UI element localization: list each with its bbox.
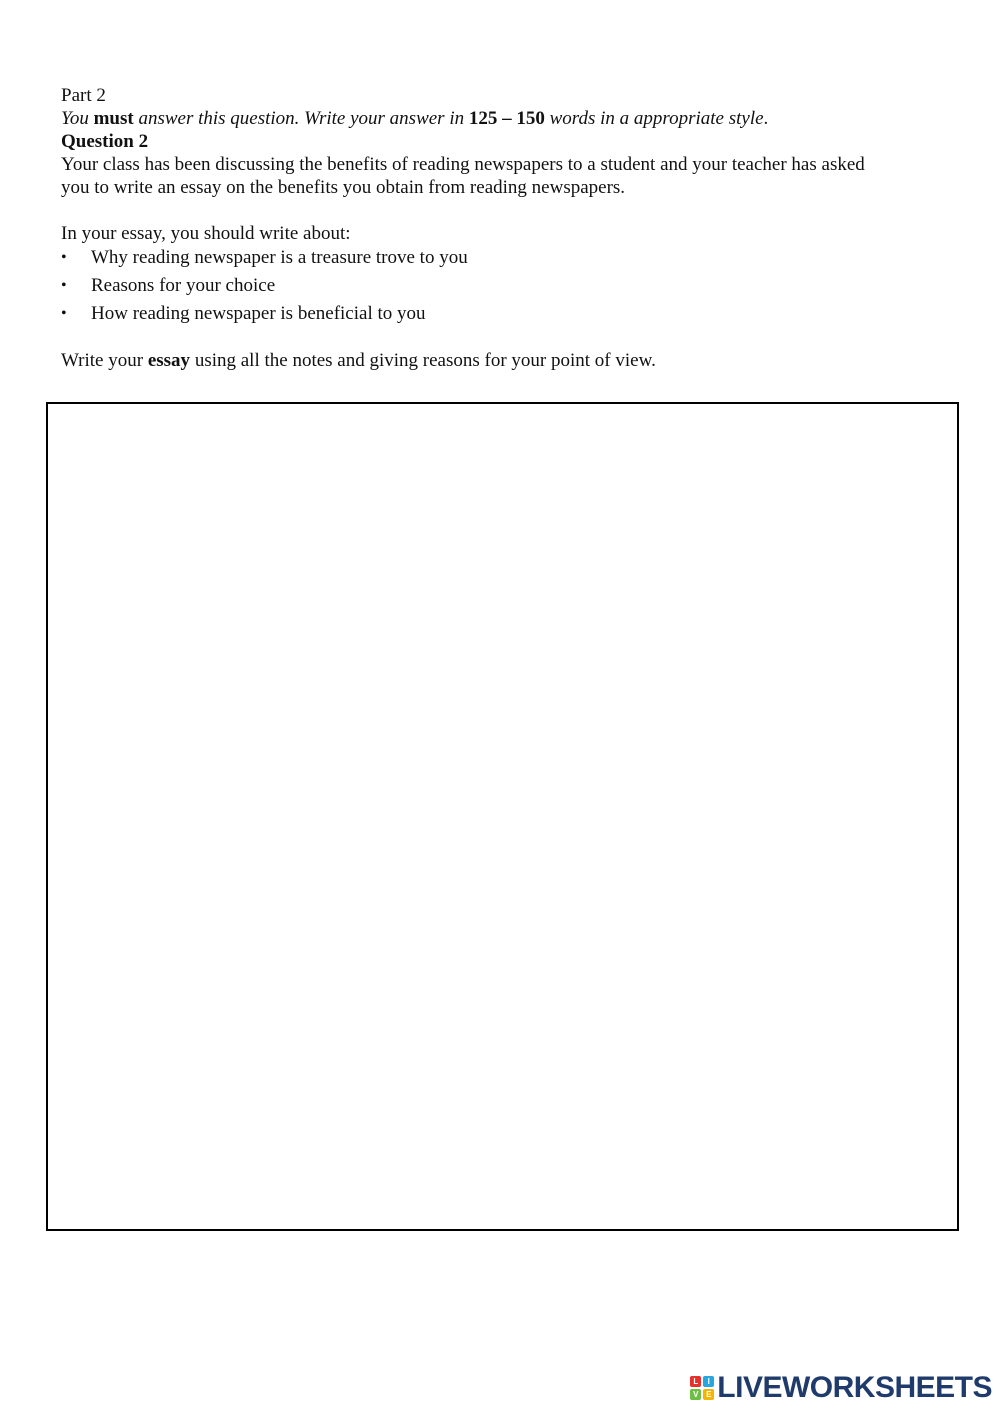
bullet-icon: • <box>61 277 67 294</box>
essay-answer-box[interactable] <box>46 402 959 1231</box>
bullet-icon: • <box>61 305 67 322</box>
notes-list <box>61 245 941 329</box>
instruction-must: must <box>93 108 134 129</box>
logo-tile: L <box>690 1376 701 1387</box>
instruction-suffix: words in a appropriate style <box>544 108 764 129</box>
liveworksheets-logo <box>690 1371 992 1405</box>
logo-tile: I <box>703 1376 714 1387</box>
prompt-line-2: you to write an essay on the benefits you obtain from reading newspapers. <box>61 177 626 198</box>
logo-icon <box>690 1376 714 1400</box>
logo-text: LIVEWORKSHEETS <box>717 1371 992 1404</box>
notes-intro: In your essay, you should write about: <box>61 223 351 244</box>
note-text: How reading newspaper is beneficial to you <box>91 303 426 324</box>
note-item <box>61 301 941 329</box>
part-label: Part 2 <box>61 85 106 106</box>
prompt-line-1: Your class has been discussing the benefits of reading newspapers to a student and your teacher has asked <box>61 154 865 175</box>
closing-suffix: using all the notes and giving reasons for your point of view. <box>190 350 656 371</box>
closing-line <box>61 349 941 372</box>
bullet-icon: • <box>61 249 67 266</box>
instruction-line <box>61 107 941 130</box>
essay-answer-input[interactable] <box>48 404 957 1229</box>
instruction-middle: answer this question. Write your answer in <box>133 108 469 129</box>
note-text: Why reading newspaper is a treasure trove to you <box>91 247 468 268</box>
word-range: 125 – 150 <box>468 108 545 129</box>
note-item <box>61 245 941 273</box>
note-text: Reasons for your choice <box>91 275 276 296</box>
closing-essay: essay <box>147 350 191 371</box>
logo-tile: V <box>690 1389 701 1400</box>
logo-tile: E <box>703 1389 714 1400</box>
worksheet-content <box>61 84 941 372</box>
closing-prefix: Write your <box>61 350 148 371</box>
note-item <box>61 273 941 301</box>
question-title: Question 2 <box>61 131 149 152</box>
instruction-prefix: You <box>61 108 94 129</box>
instruction-period: . <box>763 108 769 129</box>
